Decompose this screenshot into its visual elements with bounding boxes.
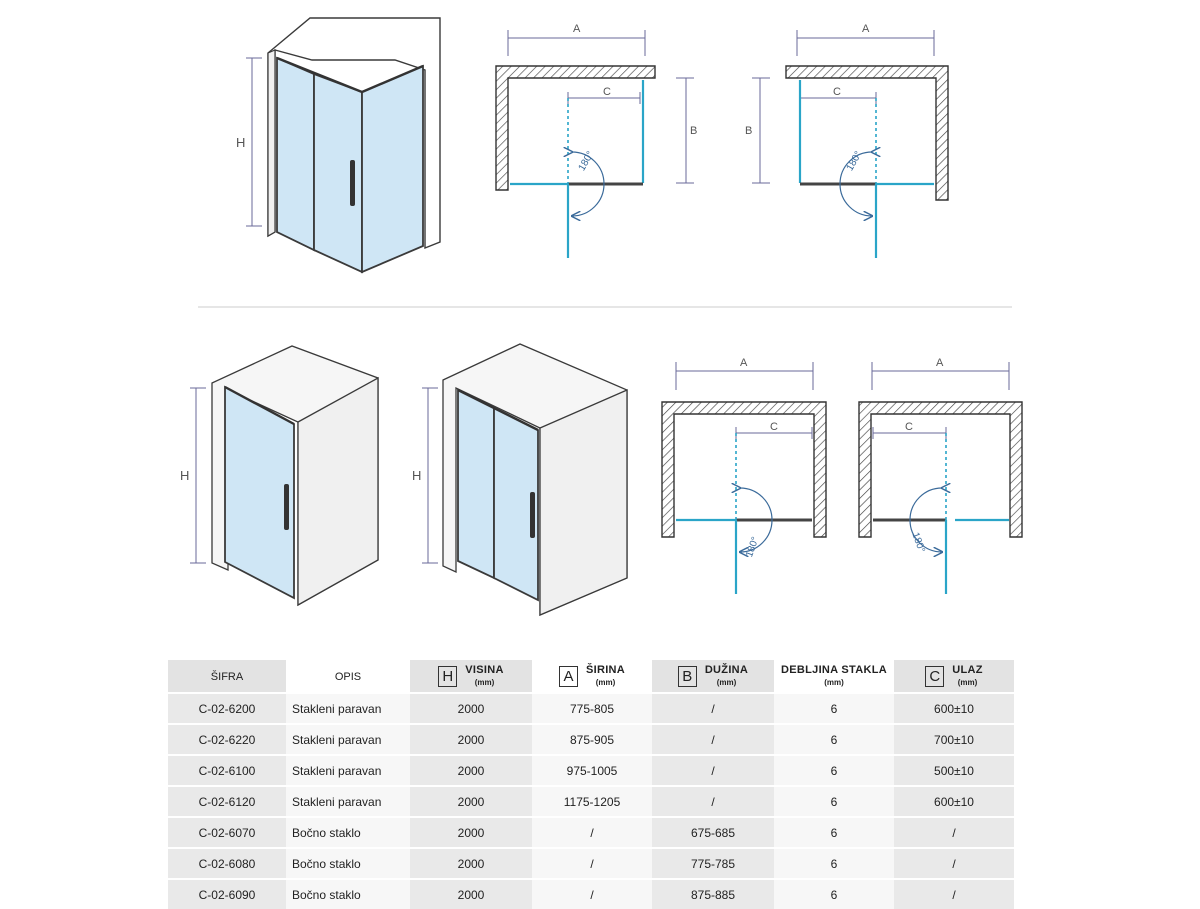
cell-duzina: / [652,754,774,785]
table-row [168,785,1014,816]
table-row [168,816,1014,847]
cell-ulaz: 600±10 [894,692,1014,723]
cell-debljina: 6 [774,754,894,785]
angle-label: 180° [909,530,927,555]
cell-debljina: 6 [774,785,894,816]
cell-opis: Stakleni paravan [286,785,410,816]
height-label: H [412,468,422,483]
cell-sifra: C-02-6220 [168,723,286,754]
cell-opis: Bočno staklo [286,816,410,847]
dim-a-label: A [740,357,748,369]
cell-sirina: 875-905 [532,723,652,754]
plan-view-3 [662,357,826,594]
dim-a-label: A [573,23,581,35]
entry-box-icon: C [925,666,944,687]
dim-c-label: C [770,421,778,433]
table-row [168,847,1014,878]
iso-view-corner-enclosure [236,18,440,272]
plan-view-2 [745,23,948,258]
cell-visina: 2000 [410,785,532,816]
iso-view-pivot-door [180,346,378,605]
cell-duzina: / [652,785,774,816]
angle-label: 180° [844,149,865,173]
cell-sirina: 775-805 [532,692,652,723]
cell-sifra: C-02-6070 [168,816,286,847]
table-row [168,692,1014,723]
cell-debljina: 6 [774,816,894,847]
cell-duzina: 875-885 [652,878,774,909]
cell-debljina: 6 [774,847,894,878]
angle-label: 180° [576,149,597,173]
iso-view-sliding-door [412,344,627,615]
cell-debljina: 6 [774,723,894,754]
col-debljina: DEBLJINA STAKLA (mm) [774,660,894,692]
cell-visina: 2000 [410,847,532,878]
col-opis: OPIS [286,660,410,692]
cell-ulaz: 500±10 [894,754,1014,785]
height-box-icon: H [438,666,457,687]
cell-sirina: / [532,847,652,878]
cell-ulaz: / [894,816,1014,847]
cell-visina: 2000 [410,692,532,723]
height-label: H [236,135,246,150]
cell-duzina: / [652,692,774,723]
table-header-row [168,660,1014,692]
cell-sifra: C-02-6200 [168,692,286,723]
cell-opis: Stakleni paravan [286,754,410,785]
height-label: H [180,468,190,483]
cell-visina: 2000 [410,754,532,785]
door-handle-icon [284,484,289,530]
cell-sirina: / [532,816,652,847]
cell-visina: 2000 [410,816,532,847]
cell-debljina: 6 [774,878,894,909]
cell-sirina: 975-1005 [532,754,652,785]
col-sifra: ŠIFRA [168,660,286,692]
dim-c-label: C [833,86,841,98]
spec-table [168,660,1014,909]
cell-visina: 2000 [410,878,532,909]
cell-opis: Stakleni paravan [286,692,410,723]
cell-sifra: C-02-6090 [168,878,286,909]
cell-sifra: C-02-6080 [168,847,286,878]
cell-sifra: C-02-6120 [168,785,286,816]
col-duzina: B DUŽINA (mm) [652,660,774,692]
dim-b-label: B [745,125,753,137]
dim-a-label: A [862,23,870,35]
plan-view-1 [496,23,697,258]
cell-visina: 2000 [410,723,532,754]
dim-b-label: B [690,125,698,137]
cell-ulaz: 700±10 [894,723,1014,754]
dim-c-label: C [905,421,913,433]
table-row [168,723,1014,754]
table-row [168,878,1014,909]
door-handle-icon [530,492,535,538]
depth-box-icon: B [678,666,697,687]
cell-sirina: 1175-1205 [532,785,652,816]
cell-opis: Bočno staklo [286,847,410,878]
door-handle-icon [350,160,355,206]
cell-ulaz: / [894,847,1014,878]
cell-duzina: 675-685 [652,816,774,847]
width-box-icon: A [559,666,578,687]
cell-duzina: / [652,723,774,754]
dim-c-label: C [603,86,611,98]
table-row [168,754,1014,785]
cell-duzina: 775-785 [652,847,774,878]
cell-opis: Bočno staklo [286,878,410,909]
cell-ulaz: 600±10 [894,785,1014,816]
cell-debljina: 6 [774,692,894,723]
col-sirina: A ŠIRINA (mm) [532,660,652,692]
dim-a-label: A [936,357,944,369]
cell-opis: Stakleni paravan [286,723,410,754]
cell-ulaz: / [894,878,1014,909]
cell-sifra: C-02-6100 [168,754,286,785]
cell-sirina: / [532,878,652,909]
angle-label: 180° [744,535,762,559]
col-ulaz: C ULAZ (mm) [894,660,1014,692]
plan-view-4 [859,357,1022,594]
col-visina: H VISINA (mm) [410,660,532,692]
